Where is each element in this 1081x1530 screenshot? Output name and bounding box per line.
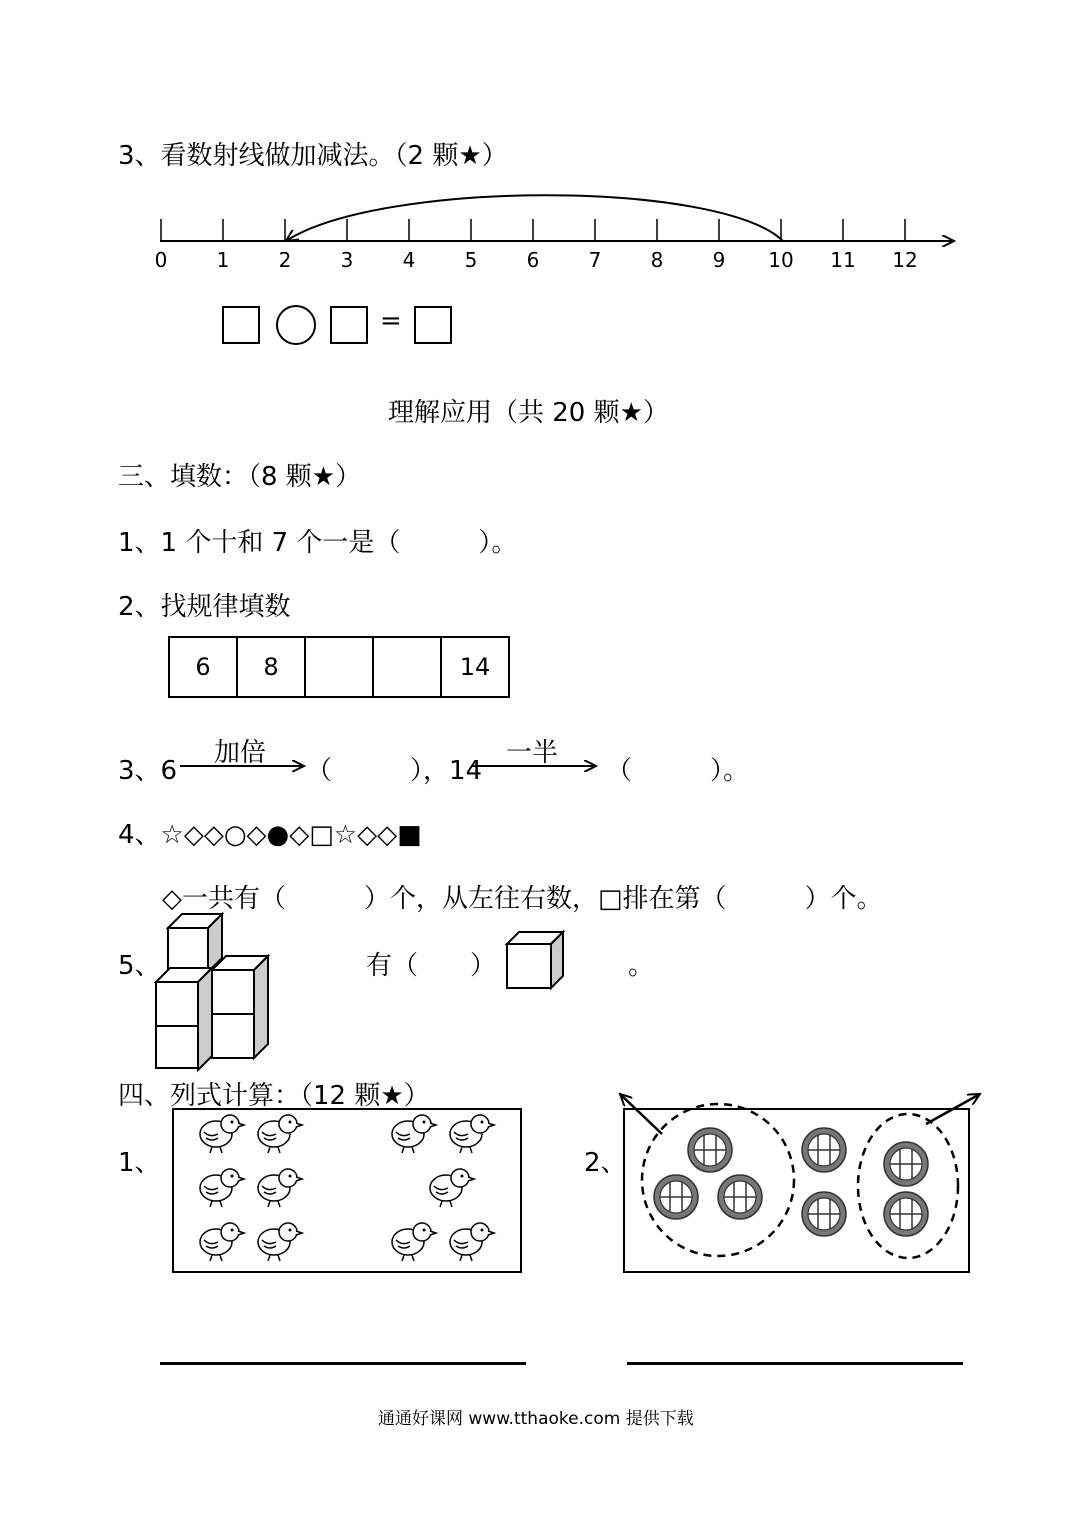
tick-label: 0 [154, 248, 168, 272]
fill-q3-suffix: （ ）。 [606, 756, 750, 786]
tick-label: 10 [768, 248, 794, 272]
tick-label: 12 [892, 248, 918, 272]
pattern-cell: 8 [237, 637, 305, 697]
tick-label: 11 [830, 248, 856, 272]
footer: 通通好课网 www.tthaoke.com 提供下载 [378, 1409, 694, 1429]
basketball-icon [884, 1192, 928, 1236]
arrow1-label: 加倍 [214, 738, 267, 768]
tick-label: 6 [526, 248, 540, 272]
fill-q5-number: 5、 [118, 951, 161, 981]
basketball-icon [802, 1128, 846, 1172]
fill-q5-text: 有（ ） [366, 951, 497, 981]
fill-q1: 1、1 个十和 7 个一是（ ）。 [118, 528, 518, 558]
basketball-icon [884, 1142, 928, 1186]
answer-line-1[interactable] [160, 1362, 526, 1365]
fill-q4-sub: ◇一共有（ ）个，从左往右数，□排在第（ ）个。 [162, 884, 883, 914]
tick-label: 3 [340, 248, 354, 272]
fill-q3-prefix: 3、6 [118, 756, 178, 786]
basketball-icon [802, 1192, 846, 1236]
section-calc-heading: 四、列式计算：（12 颗★） [118, 1081, 430, 1111]
equals-sign: = [380, 306, 402, 336]
basketball-icon [718, 1175, 762, 1219]
tick-label: 8 [650, 248, 664, 272]
fill-q4: 4、☆◇◇○◇●◇□☆◇◇■ [118, 820, 422, 850]
tick-label: 5 [464, 248, 478, 272]
answer-line-2[interactable] [627, 1362, 963, 1365]
basketball-icon [654, 1175, 698, 1219]
fill-q2: 2、找规律填数 [118, 592, 291, 622]
q3-title: 3、看数射线做加减法。（2 颗★） [118, 141, 508, 171]
fill-q5-end: 。 [628, 951, 655, 981]
pattern-cell: 14 [441, 637, 509, 697]
arrow2-label: 一半 [506, 738, 559, 768]
section-fill-heading: 三、填数：（8 颗★） [118, 462, 362, 492]
basketball-icon [688, 1128, 732, 1172]
tick-label: 4 [402, 248, 416, 272]
calc-p1-number: 1、 [118, 1148, 161, 1178]
calc-p2-number: 2、 [584, 1148, 627, 1178]
fill-q3-mid: （ ），14 [306, 756, 483, 786]
tick-label: 1 [216, 248, 230, 272]
section-apply-heading: 理解应用（共 20 颗★） [388, 398, 669, 428]
pattern-cell: 6 [169, 637, 237, 697]
tick-label: 9 [712, 248, 726, 272]
tick-label: 7 [588, 248, 602, 272]
tick-label: 2 [278, 248, 292, 272]
